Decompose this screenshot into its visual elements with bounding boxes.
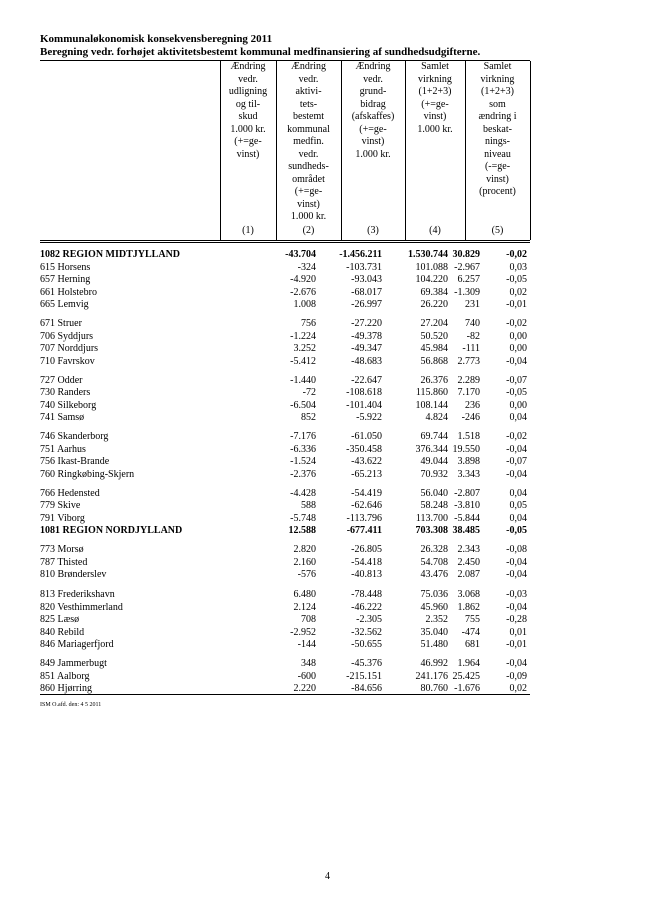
cell-udligning: -7.176 xyxy=(290,431,316,442)
cell-medfinansiering: -27.220 xyxy=(351,318,382,329)
cell-procent: -0,04 xyxy=(506,658,527,669)
row-name: 730 Randers xyxy=(40,387,91,398)
header-rule xyxy=(40,240,530,241)
row-name: 840 Rebild xyxy=(40,626,85,638)
cell-procent: 0,05 xyxy=(509,500,527,511)
cell-medfinansiering: -677.411 xyxy=(346,525,382,536)
cell-procent: -0,08 xyxy=(506,544,527,555)
row-name: 706 Syddjurs xyxy=(40,330,94,342)
cell-samlet-virkning: 740 xyxy=(465,318,480,329)
row-name: 773 Morsø xyxy=(40,544,84,555)
table-row xyxy=(40,614,530,627)
table-row xyxy=(40,569,530,582)
cell-grundbidrag: 376.344 xyxy=(415,443,448,455)
row-name: 846 Mariagerfjord xyxy=(40,639,114,650)
cell-samlet-virkning: 755 xyxy=(465,614,480,625)
column-header-number: (5) xyxy=(491,225,504,236)
cell-samlet-virkning: 2.450 xyxy=(457,556,480,568)
cell-grundbidrag: 26.328 xyxy=(420,544,448,555)
cell-medfinansiering: -5.922 xyxy=(356,412,382,423)
row-name: 727 Odder xyxy=(40,374,83,386)
column-header-label: Ændring vedr. udligning og til- skud 1.000 kr. (+=ge- vinst) xyxy=(228,61,268,160)
cell-udligning: -6.504 xyxy=(290,399,316,411)
cell-grundbidrag: 69.384 xyxy=(420,286,448,298)
row-name: 1081 REGION NORDJYLLAND xyxy=(40,525,183,536)
cell-procent: -0,05 xyxy=(506,525,527,536)
column-header-4 xyxy=(405,61,465,236)
cell-grundbidrag: 104.220 xyxy=(415,274,448,285)
cell-grundbidrag: 80.760 xyxy=(420,683,448,694)
row-name: 615 Horsens xyxy=(40,261,91,273)
table-row xyxy=(40,356,530,369)
table-row xyxy=(40,525,530,538)
table-row xyxy=(40,557,530,570)
cell-procent: -0,07 xyxy=(506,456,527,467)
table-row xyxy=(40,444,530,457)
cell-udligning: 2.160 xyxy=(293,556,316,568)
cell-udligning: -324 xyxy=(297,261,316,273)
cell-procent: -0,03 xyxy=(506,589,527,600)
cell-samlet-virkning: -82 xyxy=(466,330,480,342)
table-row xyxy=(40,400,530,413)
column-header-1 xyxy=(220,61,276,236)
cell-procent: 0,04 xyxy=(509,487,527,499)
cell-medfinansiering: -40.813 xyxy=(351,569,382,580)
column-header-2 xyxy=(276,61,341,236)
document-title xyxy=(40,33,480,59)
row-name: 746 Skanderborg xyxy=(40,431,109,442)
cell-procent: -0,04 xyxy=(506,556,527,568)
cell-udligning: -2.676 xyxy=(290,286,316,298)
cell-udligning: -43.704 xyxy=(285,249,316,260)
cell-samlet-virkning: 1.862 xyxy=(457,601,480,613)
cell-udligning: -4.428 xyxy=(290,487,316,499)
row-name: 671 Struer xyxy=(40,318,82,329)
row-name: 710 Favrskov xyxy=(40,355,95,367)
cell-medfinansiering: -50.655 xyxy=(351,639,382,650)
cell-grundbidrag: 69.744 xyxy=(420,431,448,442)
bottom-rule xyxy=(40,694,530,695)
cell-procent: 0,00 xyxy=(509,343,527,354)
subtitle-line: Beregning vedr. forhøjet aktivitetsbestemt kommunal medfinansiering af sundhedsudgifterne. xyxy=(40,46,481,58)
cell-samlet-virkning: 2.289 xyxy=(457,374,480,386)
cell-procent: -0,04 xyxy=(506,443,527,455)
cell-udligning: 2.124 xyxy=(293,601,316,613)
cell-samlet-virkning: 236 xyxy=(465,399,480,411)
table-row xyxy=(40,488,530,501)
row-name: 741 Samsø xyxy=(40,412,85,423)
cell-grundbidrag: 4.824 xyxy=(425,412,448,423)
cell-procent: 0,04 xyxy=(509,512,527,524)
table-row xyxy=(40,627,530,640)
cell-udligning: -2.952 xyxy=(290,626,316,638)
cell-medfinansiering: -101.404 xyxy=(346,399,382,411)
cell-medfinansiering: -22.647 xyxy=(351,374,382,386)
cell-procent: -0,02 xyxy=(506,249,527,260)
row-name: 751 Aarhus xyxy=(40,443,86,455)
cell-procent: 0,00 xyxy=(509,330,527,342)
cell-procent: -0,01 xyxy=(506,299,527,310)
row-name: 849 Jammerbugt xyxy=(40,658,107,669)
cell-udligning: -4.920 xyxy=(290,274,316,285)
cell-grundbidrag: 27.204 xyxy=(420,318,448,329)
cell-medfinansiering: -62.646 xyxy=(351,500,382,511)
row-name: 756 Ikast-Brande xyxy=(40,456,110,467)
table-row xyxy=(40,469,530,482)
cell-medfinansiering: -26.805 xyxy=(351,544,382,555)
table-row xyxy=(40,287,530,300)
cell-medfinansiering: -54.419 xyxy=(351,487,382,499)
cell-grundbidrag: 45.984 xyxy=(420,343,448,354)
cell-samlet-virkning: -5.844 xyxy=(454,512,480,524)
cell-grundbidrag: 113.700 xyxy=(415,512,448,524)
table-row xyxy=(40,544,530,557)
cell-medfinansiering: -48.683 xyxy=(351,355,382,367)
cell-udligning: 588 xyxy=(301,500,316,511)
column-header-label: Samlet virkning (1+2+3) som ændring i beskat- nings- niveau (-=ge- vinst) (procent) xyxy=(478,61,517,197)
cell-udligning: 756 xyxy=(301,318,316,329)
cell-udligning: 6.480 xyxy=(293,589,316,600)
cell-procent: -0,05 xyxy=(506,274,527,285)
cell-udligning: 3.252 xyxy=(293,343,316,354)
row-name: 766 Hedensted xyxy=(40,487,100,499)
cell-grundbidrag: 54.708 xyxy=(420,556,448,568)
row-name: 740 Silkeborg xyxy=(40,399,97,411)
cell-grundbidrag: 1.530.744 xyxy=(408,249,448,260)
cell-samlet-virkning: 2.087 xyxy=(457,569,480,580)
cell-medfinansiering: -49.378 xyxy=(351,330,382,342)
cell-procent: 0,02 xyxy=(509,683,527,694)
cell-procent: -0,28 xyxy=(506,614,527,625)
table-row xyxy=(40,249,530,262)
cell-medfinansiering: -46.222 xyxy=(351,601,382,613)
cell-samlet-virkning: -111 xyxy=(462,343,480,354)
cell-procent: -0,09 xyxy=(506,670,527,682)
cell-medfinansiering: -54.418 xyxy=(351,556,382,568)
cell-grundbidrag: 26.220 xyxy=(420,299,448,310)
cell-samlet-virkning: 25.425 xyxy=(452,670,480,682)
cell-procent: -0,04 xyxy=(506,355,527,367)
cell-medfinansiering: -2.305 xyxy=(356,614,382,625)
cell-medfinansiering: -108.618 xyxy=(346,387,382,398)
footnote: ISM O.afd. den: 4 5 2011 xyxy=(40,702,102,708)
cell-grundbidrag: 45.960 xyxy=(420,601,448,613)
cell-udligning: -576 xyxy=(297,569,316,580)
row-name: 810 Brønderslev xyxy=(40,569,107,580)
cell-samlet-virkning: 1.518 xyxy=(457,431,480,442)
cell-procent: -0,01 xyxy=(506,639,527,650)
cell-udligning: -72 xyxy=(302,387,316,398)
title-line: Kommunaløkonomisk konsekvensberegning 2011 xyxy=(40,33,273,45)
cell-udligning: -5.412 xyxy=(290,355,316,367)
cell-medfinansiering: -45.376 xyxy=(351,658,382,669)
cell-procent: 0,03 xyxy=(509,261,527,273)
column-header-5 xyxy=(465,61,530,236)
cell-udligning: -600 xyxy=(297,670,316,682)
cell-samlet-virkning: 7.170 xyxy=(457,387,480,398)
row-name: 787 Thisted xyxy=(40,556,88,568)
cell-udligning: -1.440 xyxy=(290,374,316,386)
cell-procent: -0,02 xyxy=(506,431,527,442)
table-row xyxy=(40,639,530,652)
cell-grundbidrag: 50.520 xyxy=(420,330,448,342)
cell-grundbidrag: 75.036 xyxy=(420,589,448,600)
cell-samlet-virkning: 6.257 xyxy=(457,274,480,285)
cell-samlet-virkning: -3.810 xyxy=(454,500,480,511)
table-row xyxy=(40,671,530,684)
table-row xyxy=(40,500,530,513)
column-header-number: (4) xyxy=(429,225,441,236)
cell-procent: -0,04 xyxy=(506,601,527,613)
row-name: 791 Viborg xyxy=(40,512,85,524)
cell-medfinansiering: -65.213 xyxy=(351,468,382,480)
cell-procent: 0,01 xyxy=(509,626,527,638)
cell-medfinansiering: -103.731 xyxy=(346,261,382,273)
column-header-number: (3) xyxy=(367,225,379,236)
row-name: 665 Lemvig xyxy=(40,299,89,310)
cell-udligning: -5.748 xyxy=(290,512,316,524)
cell-samlet-virkning: 1.964 xyxy=(457,658,480,669)
header-rule xyxy=(40,242,530,243)
table-row xyxy=(40,318,530,331)
column-header-label: Samlet virkning (1+2+3) (+=ge- vinst) 1.000 kr. xyxy=(417,61,453,135)
cell-procent: -0,04 xyxy=(506,569,527,580)
cell-grundbidrag: 51.480 xyxy=(420,639,448,650)
row-name: 779 Skive xyxy=(40,500,81,511)
table-row xyxy=(40,299,530,312)
cell-udligning: 708 xyxy=(301,614,316,625)
cell-udligning: 12.588 xyxy=(288,525,316,536)
table-row xyxy=(40,513,530,526)
cell-udligning: 348 xyxy=(301,658,316,669)
cell-grundbidrag: 2.352 xyxy=(425,614,448,625)
cell-procent: 0,00 xyxy=(509,399,527,411)
cell-samlet-virkning: -2.807 xyxy=(454,487,480,499)
row-name: 860 Hjørring xyxy=(40,683,92,694)
cell-medfinansiering: -113.796 xyxy=(346,512,382,524)
cell-grundbidrag: 703.308 xyxy=(415,525,448,536)
cell-medfinansiering: -84.656 xyxy=(351,683,382,694)
cell-udligning: 1.008 xyxy=(293,299,316,310)
cell-udligning: -6.336 xyxy=(290,443,316,455)
cell-samlet-virkning: 3.068 xyxy=(457,589,480,600)
cell-samlet-virkning: 231 xyxy=(465,299,480,310)
row-name: 661 Holstebro xyxy=(40,286,97,298)
cell-grundbidrag: 56.868 xyxy=(420,355,448,367)
cell-medfinansiering: -43.622 xyxy=(351,456,382,467)
cell-samlet-virkning: -2.967 xyxy=(454,261,480,273)
row-name: 813 Frederikshavn xyxy=(40,589,115,600)
table-row xyxy=(40,262,530,275)
cell-medfinansiering: -32.562 xyxy=(351,626,382,638)
cell-grundbidrag: 35.040 xyxy=(420,626,448,638)
cell-samlet-virkning: 19.550 xyxy=(452,443,480,455)
row-name: 760 Ringkøbing-Skjern xyxy=(40,468,135,480)
cell-medfinansiering: -49.347 xyxy=(351,343,382,354)
page-number: 4 xyxy=(325,871,330,882)
cell-grundbidrag: 49.044 xyxy=(420,456,448,467)
table-row xyxy=(40,412,530,425)
cell-procent: -0,04 xyxy=(506,468,527,480)
column-divider xyxy=(530,61,531,240)
cell-grundbidrag: 101.088 xyxy=(415,261,448,273)
cell-samlet-virkning: 2.773 xyxy=(457,355,480,367)
row-name: 707 Norddjurs xyxy=(40,343,99,354)
cell-samlet-virkning: -246 xyxy=(461,412,480,423)
cell-samlet-virkning: 681 xyxy=(465,639,480,650)
cell-udligning: 2.220 xyxy=(293,683,316,694)
column-header-label: Ændring vedr. grund- bidrag (afskaffes) (+=ge- vinst) 1.000 kr. xyxy=(351,61,395,160)
cell-samlet-virkning: 3.343 xyxy=(457,468,480,480)
cell-grundbidrag: 115.860 xyxy=(415,387,448,398)
cell-medfinansiering: -93.043 xyxy=(351,274,382,285)
cell-udligning: 2.820 xyxy=(293,544,316,555)
cell-grundbidrag: 26.376 xyxy=(420,374,448,386)
cell-medfinansiering: -215.151 xyxy=(346,670,382,682)
column-header-3 xyxy=(341,61,405,236)
table-row xyxy=(40,274,530,287)
column-header-number: (2) xyxy=(302,225,315,236)
table-row xyxy=(40,456,530,469)
cell-samlet-virkning: 30.829 xyxy=(452,249,480,260)
cell-medfinansiering: -61.050 xyxy=(351,431,382,442)
cell-udligning: -1.224 xyxy=(290,330,316,342)
cell-grundbidrag: 241.176 xyxy=(415,670,448,682)
cell-samlet-virkning: 38.485 xyxy=(452,525,480,536)
cell-samlet-virkning: -1.676 xyxy=(454,683,480,694)
cell-udligning: -144 xyxy=(297,639,316,650)
row-name: 1082 REGION MIDTJYLLAND xyxy=(40,249,181,260)
row-name: 657 Herning xyxy=(40,274,91,285)
cell-medfinansiering: -350.458 xyxy=(346,443,382,455)
cell-medfinansiering: -26.997 xyxy=(351,299,382,310)
column-header-number: (1) xyxy=(242,225,254,236)
cell-samlet-virkning: 2.343 xyxy=(457,544,480,555)
cell-procent: -0,05 xyxy=(506,387,527,398)
cell-procent: -0,07 xyxy=(506,374,527,386)
cell-udligning: -2.376 xyxy=(290,468,316,480)
row-name: 825 Læsø xyxy=(40,614,80,625)
cell-grundbidrag: 58.248 xyxy=(420,500,448,511)
column-header-label: Ændring vedr. aktivi- tets- bestemt kommunal medfin. vedr. sundheds- området (+=ge- vinst) 1.000 kr. xyxy=(287,61,330,222)
cell-udligning: -1.524 xyxy=(290,456,316,467)
cell-grundbidrag: 56.040 xyxy=(420,487,448,499)
table-row xyxy=(40,331,530,344)
cell-samlet-virkning: -474 xyxy=(461,626,480,638)
cell-grundbidrag: 70.932 xyxy=(420,468,448,480)
cell-grundbidrag: 43.476 xyxy=(420,569,448,580)
table-row xyxy=(40,431,530,444)
cell-medfinansiering: -1.456.211 xyxy=(339,249,382,260)
table-row xyxy=(40,343,530,356)
cell-udligning: 852 xyxy=(301,412,316,423)
cell-medfinansiering: -78.448 xyxy=(351,589,382,600)
cell-grundbidrag: 46.992 xyxy=(420,658,448,669)
table-row xyxy=(40,658,530,671)
cell-medfinansiering: -68.017 xyxy=(351,286,382,298)
cell-samlet-virkning: -1.309 xyxy=(454,286,480,298)
cell-procent: 0,02 xyxy=(509,286,527,298)
cell-samlet-virkning: 3.898 xyxy=(457,456,480,467)
row-name: 851 Aalborg xyxy=(40,670,90,682)
table-row xyxy=(40,589,530,602)
table-row xyxy=(40,602,530,615)
table-row xyxy=(40,375,530,388)
cell-procent: 0,04 xyxy=(509,412,527,423)
cell-procent: -0,02 xyxy=(506,318,527,329)
cell-grundbidrag: 108.144 xyxy=(415,399,448,411)
table-row xyxy=(40,387,530,400)
row-name: 820 Vesthimmerland xyxy=(40,601,123,613)
